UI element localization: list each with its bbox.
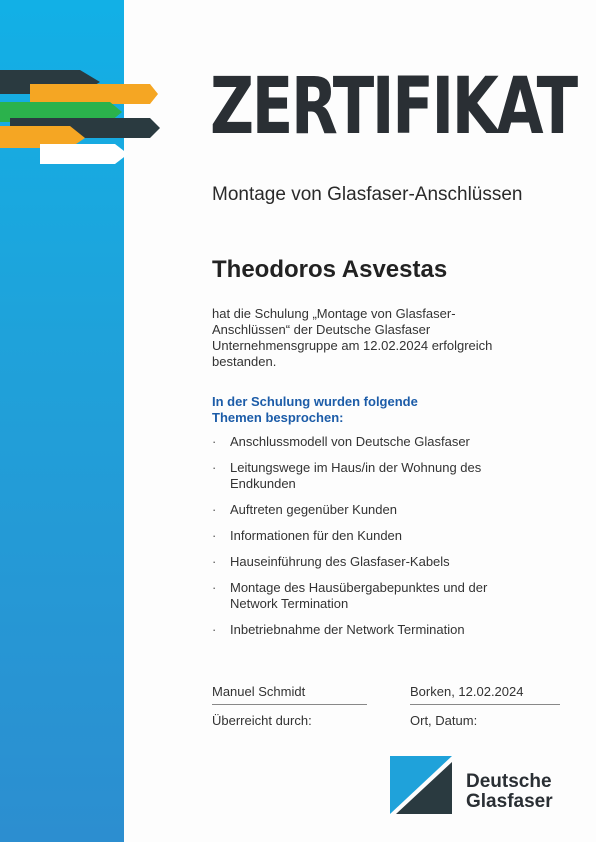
topics-heading: In der Schulung wurden folgende Themen besprochen: xyxy=(212,394,418,425)
certificate-subtitle: Montage von Glasfaser-Anschlüssen xyxy=(212,184,523,205)
bullet-icon: · xyxy=(212,554,217,569)
list-item: · Anschlussmodell von Deutsche Glasfaser xyxy=(212,434,470,449)
bullet-icon: · xyxy=(212,580,217,595)
bullet-icon: · xyxy=(212,460,217,475)
list-item: · Hauseinführung des Glasfaser-Kabels xyxy=(212,554,450,569)
topics-list xyxy=(212,434,532,648)
divider xyxy=(410,704,560,705)
certificate-title: ZERTIFIKAT xyxy=(210,62,576,152)
bullet-icon: · xyxy=(212,528,217,543)
place-date-label: Ort, Datum: xyxy=(410,713,478,728)
place-date-block xyxy=(410,684,560,728)
deutsche-glasfaser-logo-icon xyxy=(390,756,452,814)
intro-text: hat die Schulung „Montage von Glasfaser-Anschlüssen“ der Deutsche Glasfaser Unternehmensgruppe am 12.02.2024 erfolgreich bestanden. xyxy=(212,306,493,369)
place-date-value: Borken, 12.02.2024 xyxy=(410,684,524,699)
bullet-icon: · xyxy=(212,622,217,637)
list-item: · Inbetriebnahme der Network Termination xyxy=(212,622,465,637)
list-item: · Informationen für den Kunden xyxy=(212,528,403,543)
decorative-stripes-icon xyxy=(0,62,170,172)
list-item: · Leitungswege im Haus/in der Wohnung des Endkunden xyxy=(212,460,482,491)
list-item: · Montage des Hausübergabepunktes und der Network Termination xyxy=(212,580,488,611)
logo-text: Deutsche Glasfaser xyxy=(466,771,553,812)
issuer-label: Überreicht durch: xyxy=(212,713,312,728)
list-item: · Auftreten gegenüber Kunden xyxy=(212,502,397,517)
bullet-icon: · xyxy=(212,434,217,449)
recipient-name: Theodoros Asvestas xyxy=(212,256,448,283)
issuer-signature-block xyxy=(212,684,367,728)
bullet-icon: · xyxy=(212,502,217,517)
divider xyxy=(212,704,367,705)
issuer-name: Manuel Schmidt xyxy=(212,684,306,699)
